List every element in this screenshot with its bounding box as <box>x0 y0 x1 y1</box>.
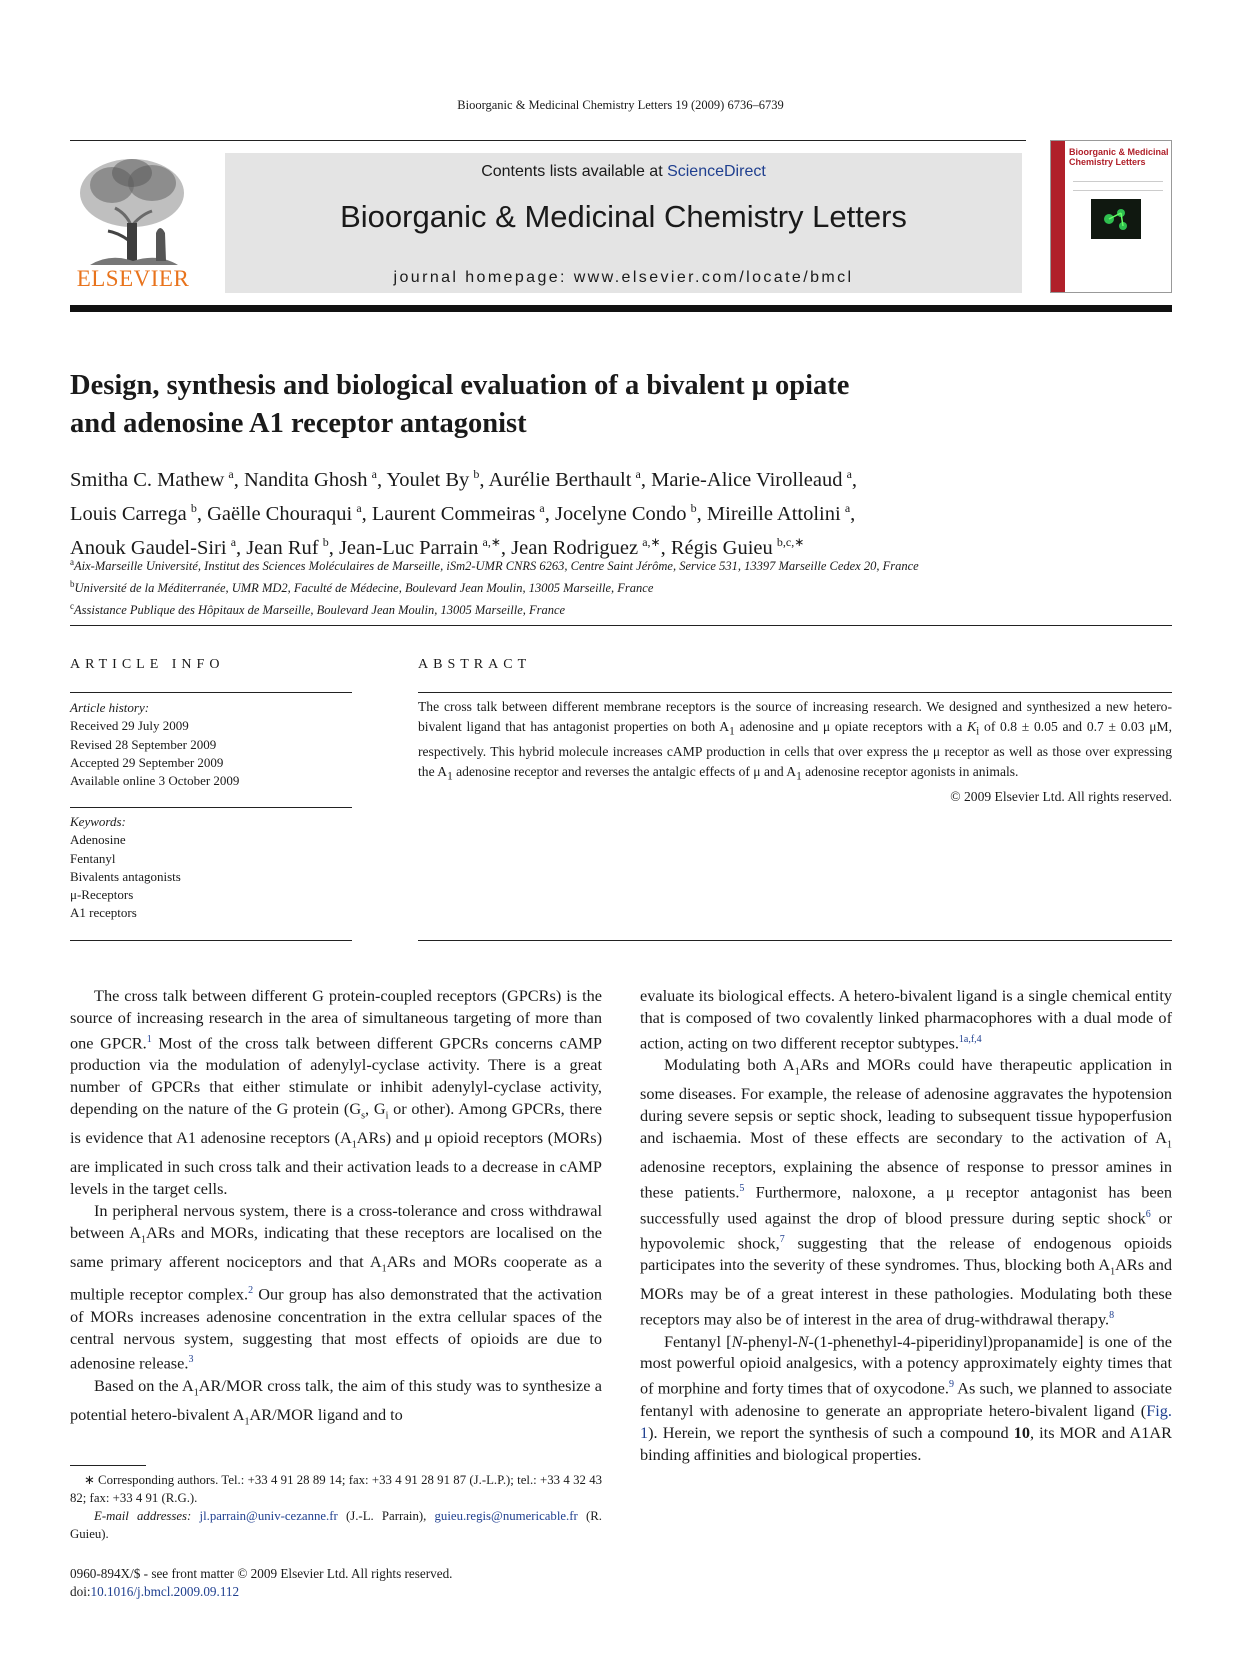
email-addresses: E-mail addresses: jl.parrain@univ-cezanne.fr (J.-L. Parrain), guieu.regis@numericable.fr (R. Guieu). <box>70 1509 602 1541</box>
author-line: Louis Carrega $^b$, Gaëlle Chouraqui $^a$, Laurent Commeiras $^a$, Jocelyne Condo $^b$, Mireille Attolini $^a$, <box>70 500 856 525</box>
author-affiliation-mark: b <box>473 467 480 481</box>
abstract-copyright: © 2009 Elsevier Ltd. All rights reserved. <box>950 789 1172 805</box>
article-history <box>70 699 352 790</box>
citation-link[interactable]: 5 <box>739 1183 745 1195</box>
history-entry: Received 29 July 2009 <box>70 718 189 734</box>
cover-image <box>1091 199 1141 239</box>
molecule-icon <box>1091 199 1141 239</box>
author-affiliation-mark: a,∗ <box>642 534 661 549</box>
history-label: Article history: <box>70 700 150 715</box>
body-paragraph: Based on the $A_1AR$/MOR cross talk, the aim of this study was to synthesize a potential hetero-bivalent $A_1AR$/MOR ligand and to <box>70 1375 603 1428</box>
history-entry: Available online 3 October 2009 <box>70 773 240 789</box>
author-affiliation-mark: b,c,∗ <box>776 534 805 549</box>
author-affiliation-mark: a <box>846 467 852 481</box>
author-name: Jean Ruf <box>246 536 319 559</box>
corresponding-authors: ∗ Corresponding authors. Tel.: +33 4 91 28 89 14; fax: +33 4 91 28 91 87 (J.-L.P.); tel.: +33 4 32 43 82; fax: +33 4 91 (R.G.). <box>70 1473 602 1505</box>
author-affiliation-mark: a <box>371 467 377 481</box>
author-affiliation-mark: a <box>228 467 234 481</box>
author-affiliation-mark: a <box>539 500 545 515</box>
author-name: Jocelyne Condo <box>555 502 687 525</box>
citation-link[interactable]: 7 <box>779 1233 785 1245</box>
keyword: μ-Receptors <box>70 887 134 903</box>
body-right-column <box>640 985 1172 1465</box>
author-affiliation-mark: a <box>844 500 851 515</box>
author-name: Jean-Luc Parrain <box>338 536 479 559</box>
body-left-column <box>70 985 602 1433</box>
doi-line: doi:10.1016/j.bmcl.2009.09.112 <box>70 1584 240 1599</box>
sciencedirect-link[interactable]: ScienceDirect <box>667 163 766 180</box>
affiliation: $^c$Assistance Publique des Hôpitaux de Marseille, Boulevard Jean Moulin, 13005 Marseille, France <box>70 601 566 618</box>
citation-link[interactable]: 1 <box>146 1033 152 1045</box>
body-paragraph: In peripheral nervous system, there is a cross-tolerance and cross withdrawal between $A_1ARs$ and MORs, indicating that these receptors are localised on the same primary afferent nociceptors and that $A_1ARs$ and MORs cooperate as a multiple receptor complex.$^2$ Our group has also demonstrated that the activation of MORs increases adenosine concentration in the extra cellular spaces of the central nervous system, suggesting that most effects of opioids are due to adenosine release.$^3$ <box>70 1201 602 1373</box>
author-affiliation-mark: a <box>356 500 362 515</box>
author-name: Régis Guieu <box>670 536 773 559</box>
title-line-2: and adenosine A1 receptor antagonist <box>70 408 527 439</box>
abstract-body: The cross talk between different membrane receptors is the source of increasing research. We designed and synthesized a new hetero-bivalent ligand that has antagonist properties on both $A_1$ adenosine and μ opiate receptors with a $K_i$ of 0.8 ± 0.05 and 0.7 ± 0.03 μM, respectively. This hybrid molecule increases cAMP production in cells that over express the μ receptor as well as those over expressing the $A_1$ adenosine receptor and reverses the antalgic effects of μ and $A_1$ adenosine receptor agonists in animals. <box>418 699 1172 784</box>
cover-spine <box>1051 141 1065 292</box>
author-name: Louis Carrega <box>70 502 187 525</box>
abstract-rule <box>418 692 1172 693</box>
author-name: Marie-Alice Virolleaud <box>651 468 843 491</box>
article-info-heading: ARTICLE INFO <box>70 657 225 672</box>
cover-title: Bioorganic & Medicinal Chemistry Letters <box>1069 147 1169 167</box>
author-name: Youlet By <box>386 468 470 491</box>
keyword-list <box>70 813 352 923</box>
affiliation: $^a$Aix-Marseille Université, Institut des Sciences Moléculaires de Marseille, iSm2-UMR CNRS 6263, Centre Saint Jérôme, Service 531, 13397 Marseille Cedex 20, France <box>70 557 919 574</box>
email-link[interactable]: jl.parrain@univ-cezanne.fr <box>199 1509 338 1523</box>
abstract-heading: ABSTRACT <box>418 657 532 672</box>
body-paragraph: Fentanyl [N-phenyl-N-(1-phenethyl-4-piperidinyl)propanamide] is one of the most powerful opioid analgesics, with a potency approximately eighty times that of morphine and forty times that of oxycodone.$^9$ As such, we planned to associate fentanyl with adenosine to generate an appropriate hetero-bivalent ligand (Fig. 1). Herein, we report the synthesis of such a compound 10, its MOR and A1AR binding affinities and biological properties. <box>640 1331 1173 1464</box>
front-matter-rule <box>70 625 1172 626</box>
body-paragraph: Modulating both $A_1ARs$ and MORs could have therapeutic application in some diseases. For example, the release of adenosine aggravates the hypotension during severe sepsis or septic shock, leading to subsequent tissue hypoperfusion and ischaemia. Most of these effects are secondary to the activation of $A_1$ adenosine receptors, explaining the absence of response to pressor amines in these patients.$^5$ Furthermore, naloxone, a μ receptor antagonist has been successfully used against the drop of blood pressure during septic shock$^6$ or hypovolemic shock,$^7$ suggesting that the release of endogenous opioids participates into the severity of these syndromes. Thus, blocking both $A_1ARs$ and MORs may be of a great interest in these pathologies. Modulating both these receptors may also be of interest in the area of drug-withdrawal therapy.$^8$ <box>640 1055 1173 1329</box>
issn-line: 0960-894X/$ - see front matter © 2009 Elsevier Ltd. All rights reserved. <box>70 1566 453 1581</box>
citation-link[interactable]: 3 <box>188 1354 194 1366</box>
author-name: Mireille Attolini <box>706 502 841 525</box>
header-bottom-rule <box>70 305 1172 312</box>
elsevier-tree-logo <box>70 153 196 293</box>
author-line: Smitha C. Mathew $^a$, Nandita Ghosh $^a$, Youlet By $^b$, Aurélie Berthault $^a$, Marie-Alice Virolleaud $^a$, <box>70 467 858 491</box>
author-line: Anouk Gaudel-Siri $^a$, Jean Ruf $^b$, Jean-Luc Parrain $^{a,∗}$, Jean Rodriguez $^{a,∗}$, Régis Guieu $^{b,c,∗}$ <box>70 534 805 559</box>
cover-lines <box>1073 181 1163 191</box>
author-name: Nandita Ghosh <box>244 468 368 491</box>
figure-link[interactable]: Fig. 1 <box>640 1400 1172 1442</box>
affiliation-list <box>70 553 1170 619</box>
author-affiliation-mark: b <box>190 500 197 515</box>
keyword: Adenosine <box>70 832 126 848</box>
citation-link[interactable]: 2 <box>248 1285 254 1297</box>
abstract-text <box>418 697 1172 807</box>
elsevier-wordmark: ELSEVIER <box>76 266 190 291</box>
citation-link[interactable]: 1a,f,4 <box>958 1033 982 1045</box>
keyword: Bivalents antagonists <box>70 868 181 884</box>
body-paragraph: evaluate its biological effects. A hetero-bivalent ligand is a single chemical entity that is composed of two covalently linked pharmacophores with a dual mode of action, acting on two different receptor subtypes.$^{1a,f,4}$ <box>640 986 1172 1053</box>
doi-link[interactable]: 10.1016/j.bmcl.2009.09.112 <box>90 1584 240 1599</box>
author-affiliation-mark: b <box>322 534 329 549</box>
citation-link[interactable]: 9 <box>948 1379 954 1391</box>
article-info-rule <box>70 692 352 693</box>
author-name: Gaëlle Chouraqui <box>207 502 353 525</box>
author-affiliation-mark: b <box>690 500 697 515</box>
keywords-label: Keywords: <box>70 814 126 829</box>
citation-link[interactable]: 6 <box>1145 1208 1151 1220</box>
author-name: Smitha C. Mathew <box>70 468 225 491</box>
author-name: Laurent Commeiras <box>371 502 536 525</box>
author-name: Jean Rodriguez <box>511 536 639 559</box>
running-head: Bioorganic & Medicinal Chemistry Letters 19 (2009) 6736–6739 <box>457 98 784 112</box>
journal-title: Bioorganic & Medicinal Chemistry Letters <box>340 199 907 234</box>
abstract-bottom-rule-right <box>418 940 1172 941</box>
journal-banner <box>225 153 1022 293</box>
keyword: Fentanyl <box>70 850 116 866</box>
contents-line <box>225 163 1022 181</box>
body-paragraph: The cross talk between different G protein-coupled receptors (GPCRs) is the source of increasing research in the area of simultaneous targeting of more than one GPCR.$^1$ Most of the cross talk between different GPCRs concerns cAMP production via the modulation of adenylyl-cyclase activity. There is a great number of GPCRs that either stimulate or inhibit adenylyl-cyclase activity, depending on the nature of the G protein ($G_s$, $G_i$ or other). Among GPCRs, there is evidence that A1 adenosine receptors $(A_1ARs)$ and μ opioid receptors (MORs) are implicated in such cross talk and their activation leads to a decrease in cAMP levels in the target cells. <box>70 986 603 1199</box>
page-footer <box>70 1565 670 1601</box>
contents-prefix: Contents lists available at <box>481 163 668 180</box>
journal-homepage[interactable]: journal homepage: www.elsevier.com/locate/bmcl <box>393 269 854 286</box>
citation-link[interactable]: 8 <box>1109 1310 1115 1322</box>
history-entry: Accepted 29 September 2009 <box>70 754 224 770</box>
author-name: Anouk Gaudel-Siri <box>70 536 227 559</box>
abstract-bottom-rule-left <box>70 940 352 941</box>
history-entry: Revised 28 September 2009 <box>70 736 217 752</box>
author-list <box>70 460 1170 561</box>
author-affiliation-mark: a,∗ <box>482 534 501 549</box>
corresponding-author-footnote <box>70 1471 602 1543</box>
affiliation: $^b$Université de la Méditerranée, UMR MD2, Faculté de Médecine, Boulevard Jean Moulin, 13005 Marseille, France <box>70 579 654 596</box>
author-affiliation-mark: a <box>635 467 641 481</box>
author-name: Aurélie Berthault <box>488 468 632 491</box>
footnote-rule <box>70 1465 146 1466</box>
keywords-rule <box>70 807 352 808</box>
email-link[interactable]: guieu.regis@numericable.fr <box>434 1509 578 1523</box>
article-title <box>70 367 1170 443</box>
author-affiliation-mark: a <box>230 534 237 549</box>
title-line-1: Design, synthesis and biological evaluation of a bivalent μ opiate <box>70 370 850 401</box>
journal-cover <box>1050 140 1172 293</box>
keyword: A1 receptors <box>70 905 137 921</box>
header-top-rule <box>70 140 1026 141</box>
